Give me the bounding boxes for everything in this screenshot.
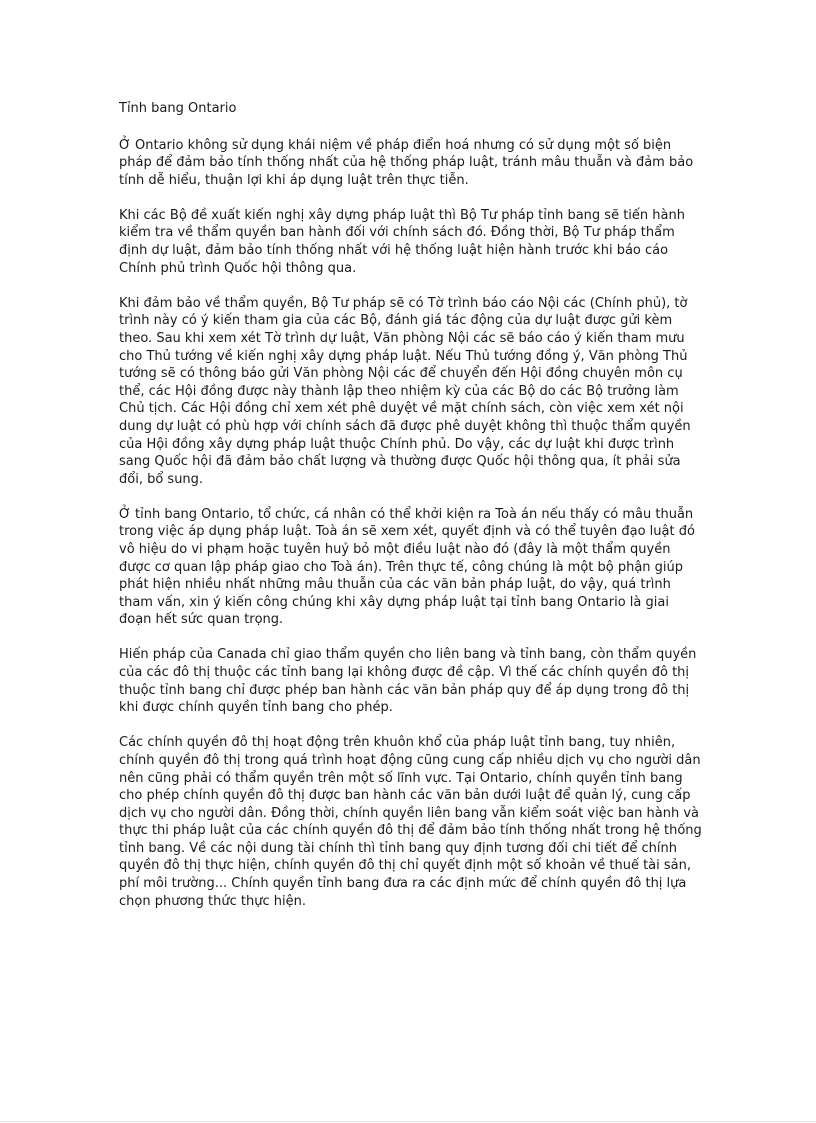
paragraph-6: Các chính quyền đô thị hoạt động trên khuôn khổ của pháp luật tỉnh bang, tuy nhiên, chính quyền đô thị trong quá trình hoạt động cũng cung cấp nhiều dịch vụ cho người dân nên cũng phải có thẩm quyền trên một số lĩnh vực. Tại Ontario, chính quyền tỉnh bang cho phép chính quyền đô thị được ban hành các văn bản dưới luật để quản lý, cung cấp dịch vụ cho người dân. Đồng thời, chính quyền liên bang vẫn kiểm soát việc ban hành và thực thi pháp luật của các chính quyền đô thị để đảm bảo tính thống nhất trong hệ thống tỉnh bang. Về các nội dung tài chính thì tỉnh bang quy định tương đối chi tiết để chính quyền đô thị thực hiện, chính quyền đô thị chỉ quyết định một số khoản về thuế tài sản, phí môi trường... Chính quyền tỉnh bang đưa ra các định mức để chính quyền đô thị lựa chọn phương thức thực hiện. [119, 735, 702, 909]
document-page [119, 100, 704, 928]
paragraph-5: Hiến pháp của Canada chỉ giao thẩm quyền cho liên bang và tỉnh bang, còn thẩm quyền của các đô thị thuộc các tỉnh bang lại không được đề cập. Vì thế các chính quyền đô thị thuộc tỉnh bang chỉ được phép ban hành các văn bản pháp quy để áp dụng trong đô thị khi được chính quyền tỉnh bang cho phép. [119, 647, 697, 716]
paragraph-1: Ở Ontario không sử dụng khái niệm về pháp điển hoá nhưng có sử dụng một số biện pháp để đảm bảo tính thống nhất của hệ thống pháp luật, tránh mâu thuẫn và đảm bảo tính dễ hiểu, thuận lợi khi áp dụng luật trên thực tiễn. [119, 137, 694, 188]
paragraph-4: Ở tỉnh bang Ontario, tổ chức, cá nhân có thể khởi kiện ra Toà án nếu thấy có mâu thuẫn trong việc áp dụng pháp luật. Toà án sẽ xem xét, quyết định và có thể tuyên đạo luật đó vô hiệu do vi phạm hoặc tuyên huỷ bỏ một điều luật nào đó (đây là một thẩm quyền được cơ quan lập pháp giao cho Toà án). Trên thực tế, công chúng là một bộ phận giúp phát hiện nhiều nhất những mâu thuẫn của các văn bản pháp luật, do vậy, quá trình tham vấn, xin ý kiến công chúng khi xây dựng pháp luật tại tỉnh bang Ontario là giai đoạn hết sức quan trọng. [119, 506, 695, 628]
page-bottom-edge [0, 1121, 816, 1122]
paragraph-2: Khi các Bộ đề xuất kiến nghị xây dựng pháp luật thì Bộ Tư pháp tỉnh bang sẽ tiến hành kiểm tra về thẩm quyền ban hành đối với chính sách đó. Đồng thời, Bộ Tư pháp thẩm định dự luật, đảm bảo tính thống nhất với hệ thống luật hiện hành trước khi báo cáo Chính phủ trình Quốc hội thông qua. [119, 207, 685, 276]
paragraph-3: Khi đảm bảo về thẩm quyền, Bộ Tư pháp sẽ có Tờ trình báo cáo Nội các (Chính phủ), tờ trình này có ý kiến tham gia của các Bộ, đánh giá tác động của dự luật được gửi kèm theo. Sau khi xem xét Tờ trình dự luật, Văn phòng Nội các sẽ báo cáo ý kiến tham mưu cho Thủ tướng về kiến nghị xây dựng pháp luật. Nếu Thủ tướng đồng ý, Văn phòng Thủ tướng sẽ có thông báo gửi Văn phòng Nội các để chuyển đến Hội đồng chuyên môn cụ thể, các Hội đồng được này thành lập theo nhiệm kỳ của các Bộ do các Bộ trưởng làm Chủ tịch. Các Hội đồng chỉ xem xét phê duyệt về mặt chính sách, còn việc xem xét nội dung dự luật có phù hợp với chính sách đã được phê duyệt không thì thuộc thẩm quyền của Hội đồng xây dựng pháp luật thuộc Chính phủ. Do vậy, các dự luật khi được trình sang Quốc hội đã đảm bảo chất lượng và thường được Quốc hội thông qua, ít phải sửa đổi, bổ sung. [119, 295, 691, 487]
document-title: Tỉnh bang Ontario [119, 101, 237, 116]
